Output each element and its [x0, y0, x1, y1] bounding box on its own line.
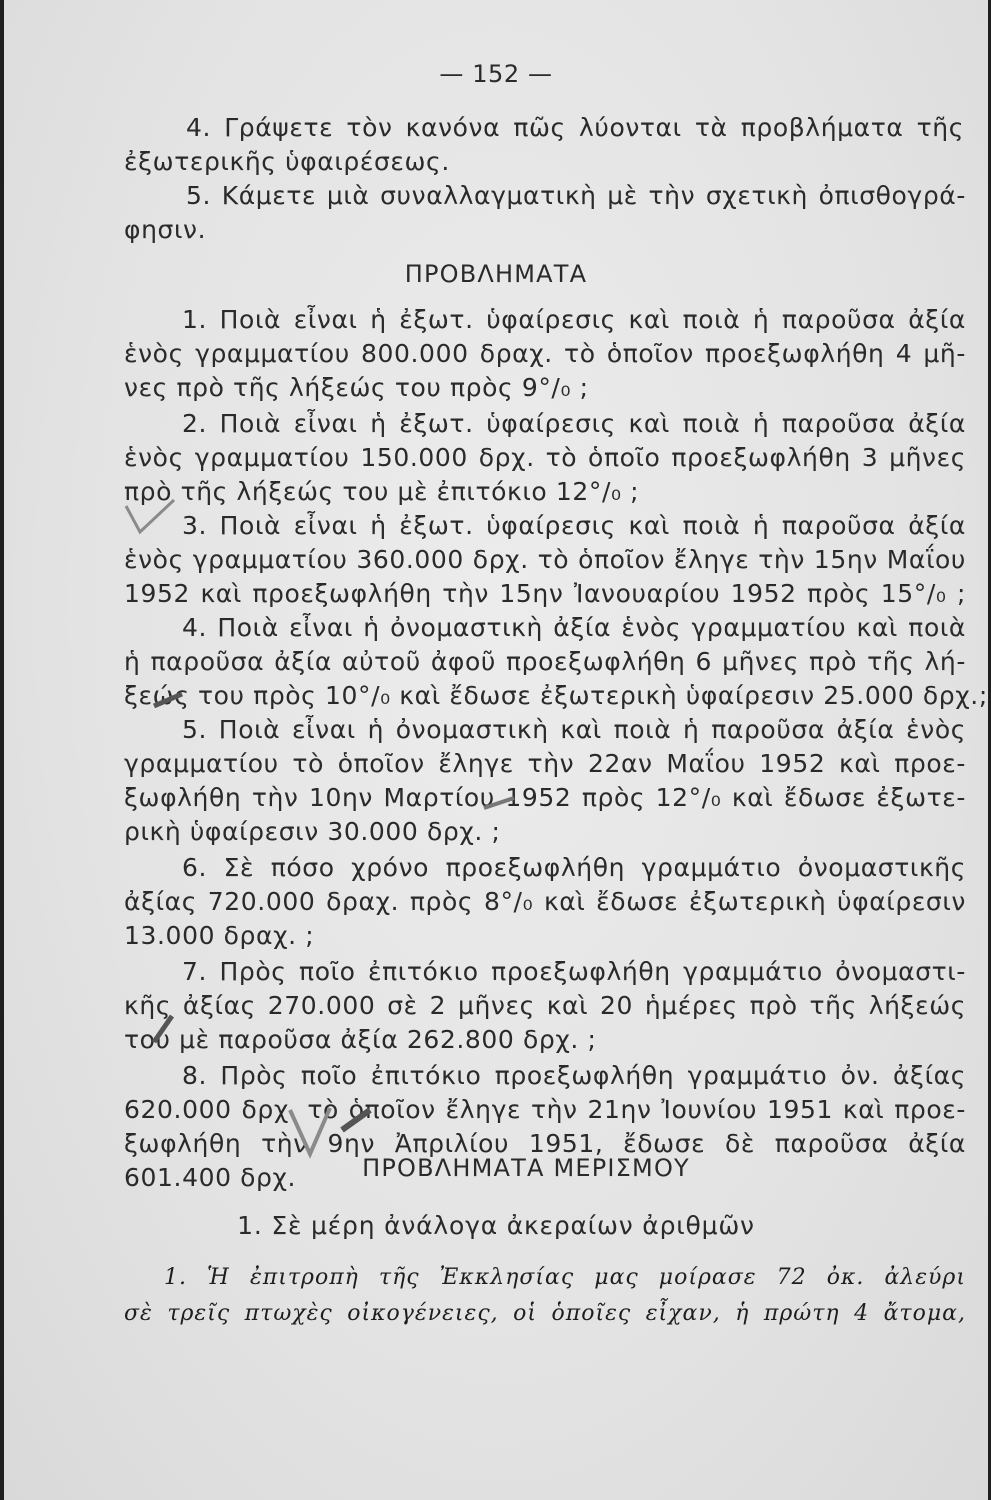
- problem-line: 13.000 δραχ. ;: [124, 921, 315, 950]
- problem-line: 8. Πρὸς ποῖο ἐπιτόκιο προεξωφλήθη γραμμάτιο ὀν. ἀξίας: [182, 1061, 966, 1090]
- problem-line: του μὲ παροῦσα ἀξία 262.800 δρχ. ;: [124, 1025, 597, 1054]
- problem-line: ρικὴ ὑφαίρεσιν 30.000 δρχ. ;: [124, 817, 501, 846]
- italic-line: σὲ τρεῖς πτωχὲς οἰκογένειες, οἱ ὁποῖες εἶχαν, ἡ πρώτη 4 ἄτομα,: [124, 1301, 966, 1326]
- text-line: 5. Κάμετε μιὰ συναλλαγματικὴ μὲ τὴν σχετικὴ ὀπισθογρά-: [186, 181, 966, 210]
- text-line: ἐξωτερικῆς ὑφαιρέσεως.: [124, 147, 450, 176]
- problem-line: ξωφλήθη τὴν 10ην Μαρτίου 1952 πρὸς 12°/₀ καὶ ἔδωσε ἐξωτε-: [124, 783, 966, 812]
- problem-line: ξωφλήθη τὴν 9ην Ἀπριλίου 1951, ἔδωσε δὲ παροῦσα ἀξία: [124, 1129, 966, 1158]
- problem-line: ἀξίας 720.000 δραχ. πρὸς 8°/₀ καὶ ἔδωσε ἐξωτερικὴ ὑφαίρεσιν: [124, 887, 966, 916]
- problem-line: 5. Ποιὰ εἶναι ἡ ὀνομαστικὴ καὶ ποιὰ ἡ παροῦσα ἀξία ἑνὸς: [182, 715, 966, 744]
- text-line: 4. Γράψετε τὸν κανόνα πῶς λύονται τὰ προβλήματα τῆς: [186, 113, 964, 142]
- problem-line: 620.000 δρχ. τὸ ὁποῖον ἔληγε τὴν 21ην Ἰουνίου 1951 καὶ προε-: [124, 1095, 966, 1124]
- problem-line: 7. Πρὸς ποῖο ἐπιτόκιο προεξωφλήθη γραμμάτιο ὀνομαστι-: [182, 957, 966, 986]
- problem-line: 3. Ποιὰ εἶναι ἡ ἐξωτ. ὑφαίρεσις καὶ ποιὰ ἡ παροῦσα ἀξία: [182, 511, 966, 540]
- pencil-check-mark: [122, 498, 182, 538]
- pencil-dash-mark: [150, 1010, 180, 1046]
- problem-line: 1. Ποιὰ εἶναι ἡ ἐξωτ. ὑφαίρεσις καὶ ποιὰ ἡ παροῦσα ἀξία: [182, 305, 966, 334]
- problem-line: 2. Ποιὰ εἶναι ἡ ἐξωτ. ὑφαίρεσις καὶ ποιὰ ἡ παροῦσα ἀξία: [182, 409, 966, 438]
- problem-line: 1952 καὶ προεξωφλήθη τὴν 15ην Ἰανουαρίου 1952 πρὸς 15°/₀ ;: [124, 579, 966, 608]
- problem-line: ἑνὸς γραμματίου 150.000 δρχ. τὸ ὁποῖο προεξωφλήθη 3 μῆνες: [124, 443, 966, 472]
- problem-line: 6. Σὲ πόσο χρόνο προεξωφλήθη γραμμάτιο ὀνομαστικῆς: [182, 853, 966, 882]
- subsection-heading: 1. Σὲ μέρη ἀνάλογα ἀκεραίων ἀριθμῶν: [237, 1211, 755, 1240]
- problem-line: ἑνὸς γραμματίου 360.000 δρχ. τὸ ὁποῖον ἔληγε τὴν 15ην Μαΐου: [124, 545, 966, 574]
- section-heading: ΠΡΟΒΛΗΜΑΤΑ: [404, 260, 588, 288]
- section-heading: ΠΡΟΒΛΗΜΑΤΑ ΜΕΡΙΣΜΟΥ: [362, 1154, 690, 1182]
- problem-line: γραμματίου τὸ ὁποῖον ἔληγε τὴν 22αν Μαΐου 1952 καὶ προε-: [124, 749, 966, 778]
- problem-line: 601.400 δρχ.: [124, 1163, 297, 1192]
- problem-line: κῆς ἀξίας 270.000 σὲ 2 μῆνες καὶ 20 ἡμέρες πρὸ τῆς λήξεώς: [124, 991, 966, 1020]
- pencil-dash-mark: [152, 690, 188, 710]
- problem-line: ἑνὸς γραμματίου 800.000 δραχ. τὸ ὁποῖον προεξωφλήθη 4 μῆ-: [124, 339, 966, 368]
- problem-line: πρὸ τῆς λήξεώς του μὲ ἐπιτόκιο 12°/₀ ;: [124, 477, 640, 506]
- problem-line: νες πρὸ τῆς λήξεώς του πρὸς 9°/₀ ;: [124, 373, 589, 402]
- problem-line: 4. Ποιὰ εἶναι ἡ ὀνομαστικὴ ἀξία ἑνὸς γραμματίου καὶ ποιὰ: [182, 613, 966, 642]
- pencil-dash-mark: [480, 794, 520, 814]
- problem-line: ἡ παροῦσα ἀξία αὐτοῦ ἀφοῦ προεξωφλήθη 6 μῆνες πρὸ τῆς λή-: [124, 647, 966, 676]
- book-page: [4, 0, 988, 1500]
- text-line: φησιν.: [124, 215, 207, 244]
- page-number: — 152 —: [439, 60, 553, 88]
- italic-line: 1. Ἡ ἐπιτροπὴ τῆς Ἐκκλησίας μας μοίρασε 72 ὀκ. ἀλεύρι: [164, 1265, 966, 1290]
- problem-line: ξεώς του πρὸς 10°/₀ καὶ ἔδωσε ἐξωτερικὴ ὑφαίρεσιν 25.000 δρχ.;: [124, 681, 988, 710]
